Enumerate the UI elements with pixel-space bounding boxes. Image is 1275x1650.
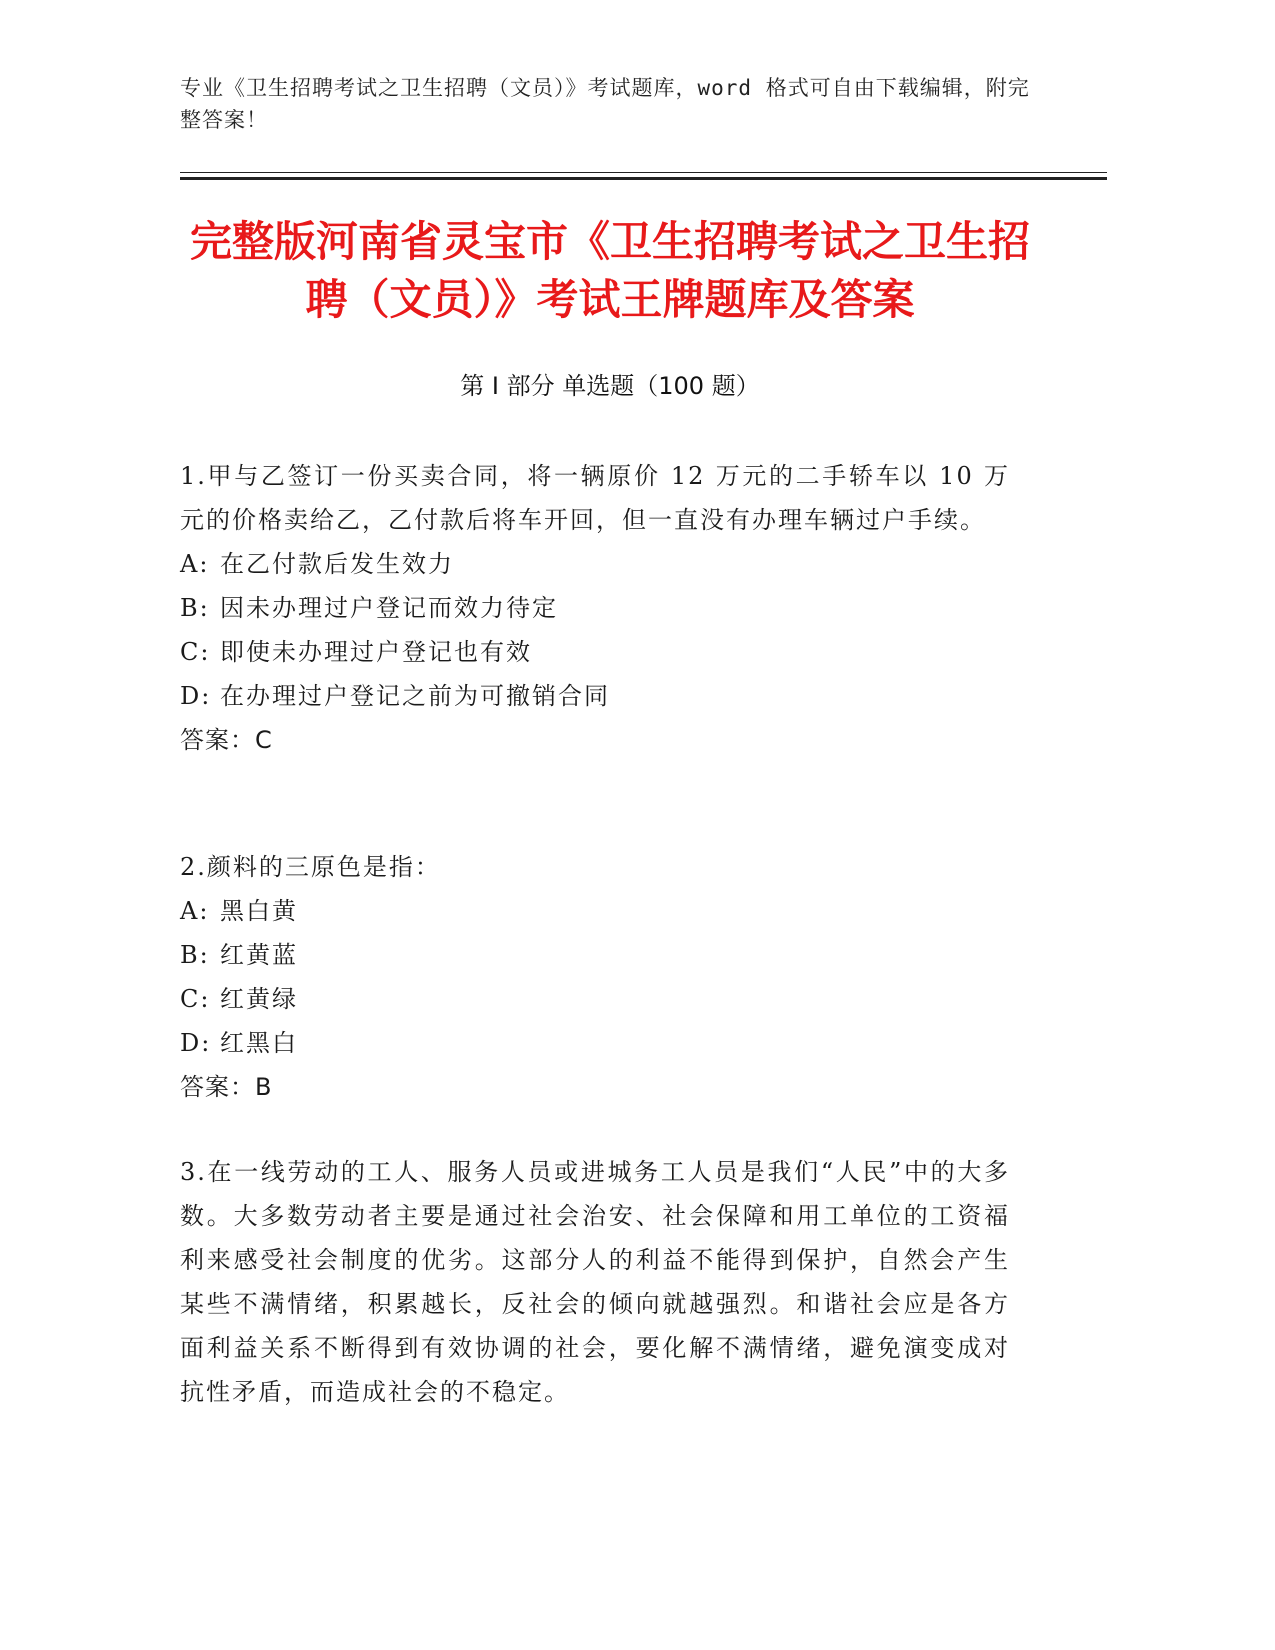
option-text: 因未办理过户登记而效力待定 [220,594,558,622]
option-key: C: [180,985,211,1013]
option-key: D: [180,682,212,710]
option-text: 红黄绿 [220,985,298,1013]
option-a [180,889,1010,933]
question-1 [180,454,1010,762]
answer-line: 答案：C [180,726,273,754]
option-text: 即使未办理过户登记也有效 [220,638,532,666]
option-key: D: [180,1029,212,1057]
option-key: A: [180,550,210,578]
option-key: B: [180,941,210,969]
question-stem: 2.颜料的三原色是指： [180,853,441,881]
option-key: B: [180,594,210,622]
option-b [180,933,1010,977]
option-c [180,630,1010,674]
section-heading: 第 I 部分 单选题（100 题） [460,372,760,400]
header-note: 专业《卫生招聘考试之卫生招聘（文员）》考试题库，word 格式可自由下载编辑，附完整答案！ [180,76,1030,132]
option-a [180,542,1010,586]
option-text: 在办理过户登记之前为可撤销合同 [220,682,610,710]
option-text: 红黄蓝 [220,941,298,969]
option-text: 红黑白 [220,1029,298,1057]
question-3 [180,1150,1010,1414]
document-title: 完整版河南省灵宝市《卫生招聘考试之卫生招聘（文员）》考试王牌题库及答案 [189,217,1030,324]
option-d [180,1021,1010,1065]
option-key: A: [180,897,210,925]
answer-line: 答案：B [180,1073,273,1101]
header-divider-thick [180,177,1107,180]
question-stem: 1.甲与乙签订一份买卖合同，将一辆原价 12 万元的二手轿车以 10 万元的价格卖给乙，乙付款后将车开回，但一直没有办理车辆过户手续。 [180,462,1010,534]
option-b [180,586,1010,630]
option-c [180,977,1010,1021]
option-key: C: [180,638,211,666]
option-text: 黑白黄 [220,897,298,925]
option-d [180,674,1010,718]
question-stem: 3.在一线劳动的工人、服务人员或进城务工人员是我们“人民”中的大多数。大多数劳动者主要是通过社会治安、社会保障和用工单位的工资福利来感受社会制度的优劣。这部分人的利益不能得到保护，自然会产生某些不满情绪，积累越长，反社会的倾向就越强烈。和谐社会应是各方面利益关系不断得到有效协调的社会，要化解不满情绪，避免演变成对抗性矛盾，而造成社会的不稳定。 [180,1158,1010,1406]
question-2 [180,845,1010,1109]
option-text: 在乙付款后发生效力 [220,550,454,578]
header-divider-thin [180,172,1107,173]
